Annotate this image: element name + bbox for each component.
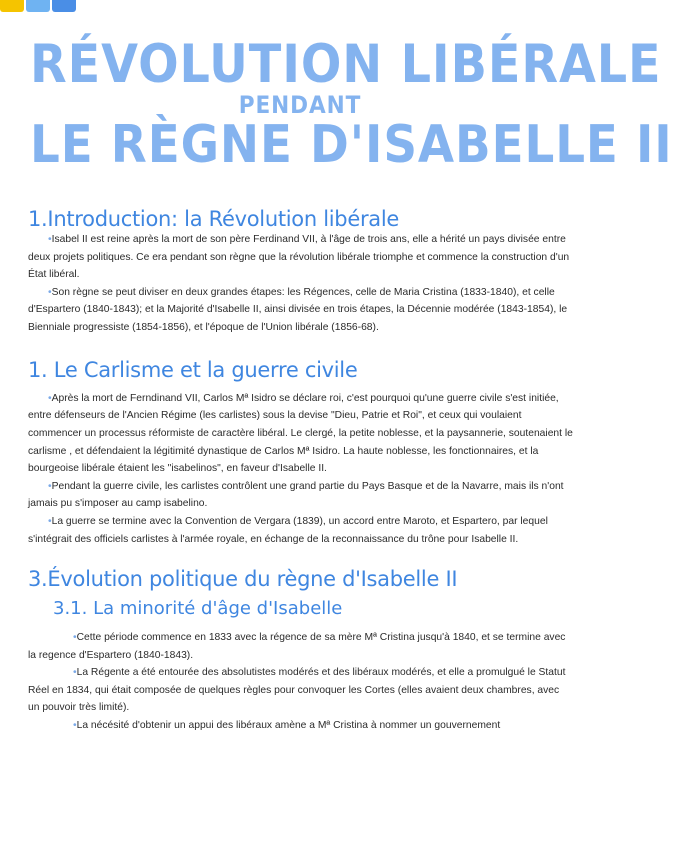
bullet-icon: • xyxy=(73,719,77,731)
bullet-icon: • xyxy=(73,631,77,643)
light-blue-tab xyxy=(26,0,50,12)
bullet-icon: • xyxy=(48,515,52,527)
title-line-3: LE RÈGNE D'ISABELLE II xyxy=(30,115,673,175)
bullet-icon: • xyxy=(48,234,52,246)
paragraph: •Isabel II est reine après la mort de son père Ferdinand VII, à l'âge de trois ans, elle a hérité un pays divisée entre deux projets politiques. Ce era pendant son règne que la révolution libérale triomphe et commence la construction d'un État libéral. xyxy=(28,234,570,281)
paragraph: •Cette période commence en 1833 avec la régence de sa mère Mª Cristina jusqu'à 1840, et se termine avec la regence d'Espartero (1840-1843). xyxy=(28,631,566,661)
subsection-heading: 3.1. La minorité d'âge d'Isabelle xyxy=(53,598,343,620)
bullet-icon: • xyxy=(48,286,52,298)
bullet-icon: • xyxy=(48,480,52,492)
section-heading: 1. Le Carlisme et la guerre civile xyxy=(28,357,358,382)
yellow-tab xyxy=(0,0,24,12)
paragraph: •La Régente a été entourée des absolutistes modérés et des libéraux modérés, et elle a promulgué le Statut Réel en 1834, qui était composée de quelques règles pour convoquer les Cortes (elles avaient deux chambres, avec un pouvoir très limité). xyxy=(28,667,566,714)
section-introduction xyxy=(28,208,573,337)
title-line-2: PENDANT xyxy=(238,91,362,119)
paragraph: •Son règne se peut diviser en deux grandes étapes: les Régences, celle de Maria Cristina (1833-1840), et celle d'Espartero (1840-1843); et la Majorité d'Isabelle II, ainsi divisée en trois étapes, la Décennie modérée (1843-1854), le Bienniale progressiste (1854-1856), et l'époque de l'Union libérale (1856-68). xyxy=(28,286,568,334)
section-evolution xyxy=(28,568,573,734)
paragraph: •La nécésité d'obtenir un appui des libéraux amène a Mª Cristina à nommer un gouvernement xyxy=(73,719,501,731)
blue-tab xyxy=(52,0,76,12)
section-carlisme xyxy=(28,359,573,548)
paragraph: •Après la mort de Ferndinand VII, Carlos Mª Isidro se déclare roi, c'est pourquoi qu'une guerre civile s'est initiée, entre défenseurs de l'Ancien Régime (les carlistes) sous la devise "Dieu, Patrie et Roi", et ceux qui voulaient commencer un processus réformiste de caractère libéral. Le clergé, la petite noblesse, et la paysannerie, soutenaient le carlisme , et défendaient la légitimité dynastique de Carlos Mª Isidro. La haute noblesse, les fonctionnaires, et la bourgeoise libérale étaient les "isabelinos", en faveur d'Isabelle II. xyxy=(28,392,573,475)
document-title xyxy=(0,28,673,175)
paragraph: •La guerre se termine avec la Convention de Vergara (1839), un accord entre Maroto, et Espartero, par lequel s'intégrait des officiels carlistes à l'armée royale, en échange de la reconnaissance du trône pour Isabelle II. xyxy=(28,515,548,545)
bullet-icon: • xyxy=(48,392,52,404)
color-tabs xyxy=(0,0,76,12)
section-heading: 3.Évolution politique du règne d'Isabelle II xyxy=(28,567,458,592)
paragraph: •Pendant la guerre civile, les carlistes contrôlent une grand partie du Pays Basque et de la Navarre, mais ils n'ont jamais pu s'imposer au camp isabelino. xyxy=(28,480,564,510)
section-heading: 1.Introduction: la Révolution libérale xyxy=(28,207,399,231)
document-body xyxy=(28,208,573,749)
bullet-icon: • xyxy=(73,667,77,679)
title-line-1: RÉVOLUTION LIBÉRALE xyxy=(30,34,662,95)
